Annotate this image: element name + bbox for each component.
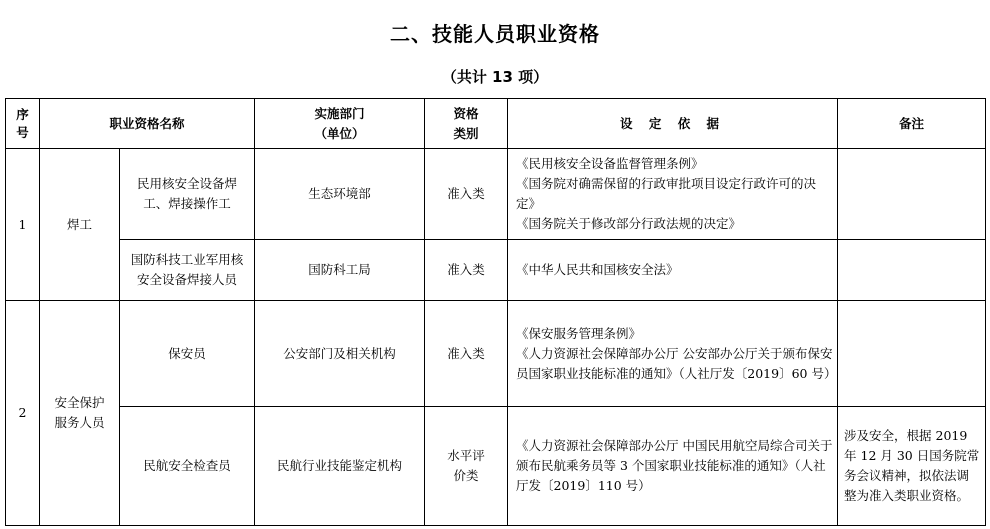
header-type: [425, 99, 508, 149]
row-basis: [508, 149, 838, 240]
row-note: [838, 149, 986, 240]
row-note: 涉及安全，根据 2019 年 12 月 30 日国务院常务会议精神，拟依法调整为准入类职业资格。: [838, 407, 986, 526]
table-row: [6, 240, 986, 301]
row-note: [838, 301, 986, 407]
row-basis: [508, 301, 838, 407]
header-type-line1: 资格: [453, 105, 479, 121]
row-qualification-name: 焊工: [40, 149, 120, 301]
table-row: [6, 149, 986, 240]
row-dept: 公安部门及相关机构: [255, 301, 425, 407]
basis-line: 《人力资源社会保障部办公厅 中国民用航空局综合司关于颁布民航乘务员等 3 个国家职业技能标准的通知》（人社厅发〔2019〕110 号）: [516, 438, 833, 493]
row-dept: 国防科工局: [255, 240, 425, 301]
table-row: [6, 301, 986, 407]
basis-line: 《民用核安全设备监督管理条例》: [516, 156, 704, 171]
basis-line: 《人力资源社会保障部办公厅 公安部办公厅关于颁布保安员国家职业技能标准的通知》（人社厅发〔2019〕60 号）: [516, 345, 837, 381]
row-sub-name: 国防科技工业军用核安全设备焊接人员: [120, 240, 255, 301]
page-subtitle: （共计 13 项）: [441, 68, 549, 86]
row-seq: 2: [6, 301, 40, 526]
row-type: 水平评价类: [425, 407, 508, 526]
row-note: [838, 240, 986, 301]
row-seq: 1: [6, 149, 40, 301]
table-header-row: [6, 99, 986, 149]
row-basis: [508, 240, 838, 301]
header-name: 职业资格名称: [40, 99, 255, 149]
header-type-line2: 类别: [453, 125, 479, 141]
page-title: 二、技能人员职业资格: [390, 22, 600, 46]
basis-line: 《保安服务管理条例》: [516, 325, 642, 341]
header-basis: 设 定 依 据: [508, 99, 838, 149]
row-type: 准入类: [425, 240, 508, 301]
header-dept-line2: （单位）: [314, 125, 365, 141]
header-note: 备注: [838, 99, 986, 149]
row-dept: 民航行业技能鉴定机构: [255, 407, 425, 526]
header-seq: 序号: [6, 99, 40, 149]
row-qualification-name: 安全保护服务人员: [40, 301, 120, 526]
row-sub-name: 民用核安全设备焊工、焊接操作工: [120, 149, 255, 240]
row-dept: 生态环境部: [255, 149, 425, 240]
header-dept-line1: 实施部门: [314, 105, 365, 121]
row-type: 准入类: [425, 301, 508, 407]
header-dept: [255, 99, 425, 149]
table-row: [6, 407, 986, 526]
basis-line: 《国务院关于修改部分行政法规的决定》: [516, 216, 742, 231]
basis-line: 《国务院对确需保留的行政审批项目设定行政许可的决定》: [516, 176, 817, 211]
row-basis: [508, 407, 838, 526]
row-sub-name: 民航安全检查员: [120, 407, 255, 526]
basis-line: 《中华人民共和国核安全法》: [516, 262, 679, 277]
qualification-table: [5, 98, 986, 526]
row-sub-name: 保安员: [120, 301, 255, 407]
row-type: 准入类: [425, 149, 508, 240]
